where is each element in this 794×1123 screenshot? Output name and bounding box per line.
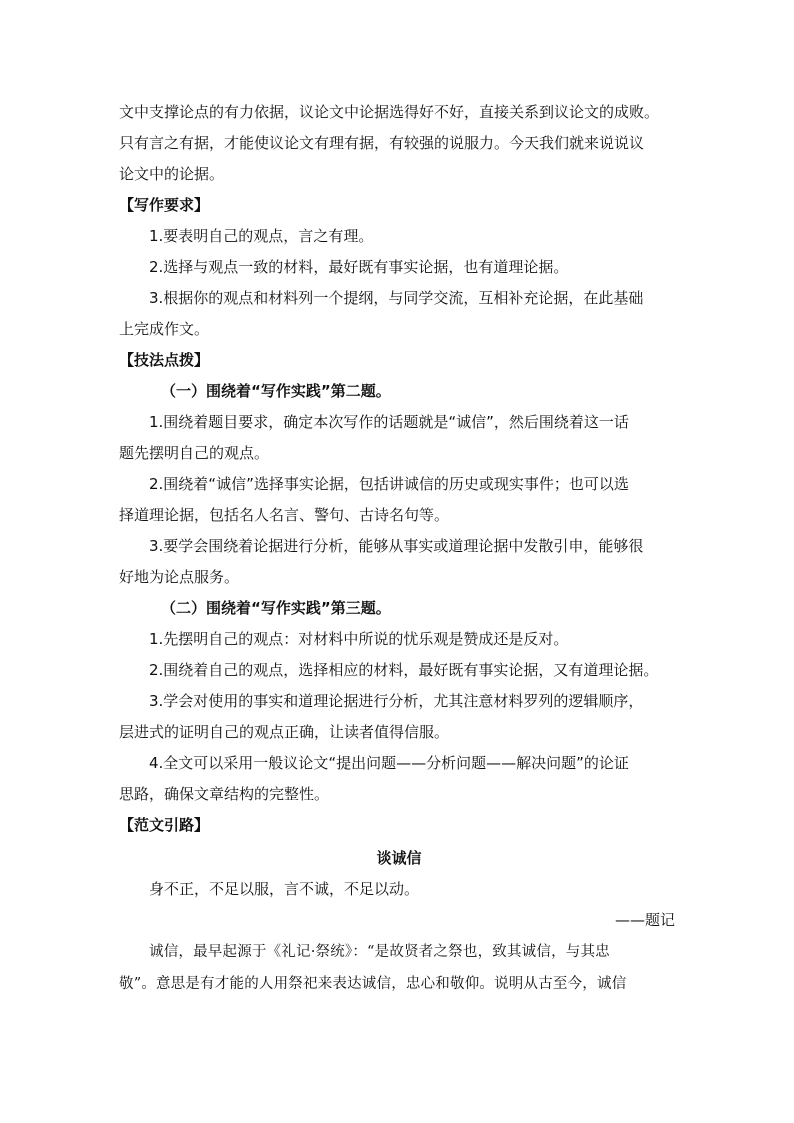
technique-2-item-3: 3.学会对使用的事实和道理论据进行分析，尤其注意材料罗列的逻辑顺序， (149, 692, 644, 710)
technique-1-item-3: 3.要学会围绕着论据进行分析，能够从事实或道理论据中发散引申，能够很 (149, 537, 644, 555)
requirement-item-1: 1.要表明自己的观点，言之有理。 (149, 227, 374, 245)
requirement-item-2: 2.选择与观点一致的材料，最好既有事实论据，也有道理论据。 (149, 258, 569, 276)
intro-line-2: 只有言之有据，才能使议论文有理有据，有较强的说服力。今天我们就来说说议 (119, 134, 645, 152)
essay-body-line-2: 敬”。意思是有才能的人用祭祀来表达诚信，忠心和敬仰。说明从古至今，诚信 (119, 976, 627, 992)
technique-1-item-1-cont: 题先摆明自己的观点。 (119, 444, 270, 462)
requirement-item-3: 3.根据你的观点和材料列一个提纲，与同学交流，互相补充论据，在此基础 (149, 289, 644, 307)
subheading-practice-2: （一）围绕着“写作实践”第二题。 (161, 382, 391, 400)
subheading-practice-3: （二）围绕着“写作实践”第三题。 (161, 599, 391, 617)
technique-2-item-1: 1.先摆明自己的观点：对材料中所说的忧乐观是赞成还是反对。 (149, 630, 569, 648)
technique-2-item-4-cont: 思路，确保文章结构的完整性。 (119, 785, 330, 803)
requirement-item-3-cont: 上完成作文。 (119, 320, 210, 338)
section-heading-model: 【范文引路】 (119, 816, 210, 834)
section-heading-techniques: 【技法点拨】 (119, 351, 210, 369)
technique-1-item-2-cont: 择道理论据，包括名人名言、警句、古诗名句等。 (119, 506, 450, 524)
section-heading-requirements: 【写作要求】 (119, 196, 210, 214)
technique-1-item-3-cont: 好地为论点服务。 (119, 568, 240, 586)
technique-2-item-4: 4.全文可以采用一般议论文“提出问题——分析问题——解决问题”的论证 (149, 754, 629, 772)
essay-body-line-1: 诚信，最早起源于《礼记·祭统》：“是故贤者之祭也，致其诚信，与其忠 (149, 944, 610, 960)
technique-2-item-2: 2.围绕着自己的观点，选择相应的材料，最好既有事实论据，又有道理论据。 (149, 661, 659, 679)
intro-line-1: 文中支撑论点的有力依据，议论文中论据选得好不好，直接关系到议论文的成败。 (119, 103, 660, 121)
intro-line-3: 论文中的论据。 (119, 165, 225, 183)
essay-epigraph: 身不正，不足以服，言不诚，不足以动。 (149, 880, 420, 898)
technique-1-item-2: 2.围绕着“诚信”选择事实论据，包括讲诚信的历史或现实事件；也可以选 (149, 475, 629, 493)
technique-2-item-3-cont: 层进式的证明自己的观点正确，让读者值得信服。 (119, 723, 450, 741)
essay-title: 谈诚信 (376, 849, 422, 867)
essay-epigraph-source: ——题记 (614, 911, 675, 929)
technique-1-item-1: 1.围绕着题目要求，确定本次写作的话题就是“诚信”，然后围绕着这一话 (149, 413, 629, 431)
